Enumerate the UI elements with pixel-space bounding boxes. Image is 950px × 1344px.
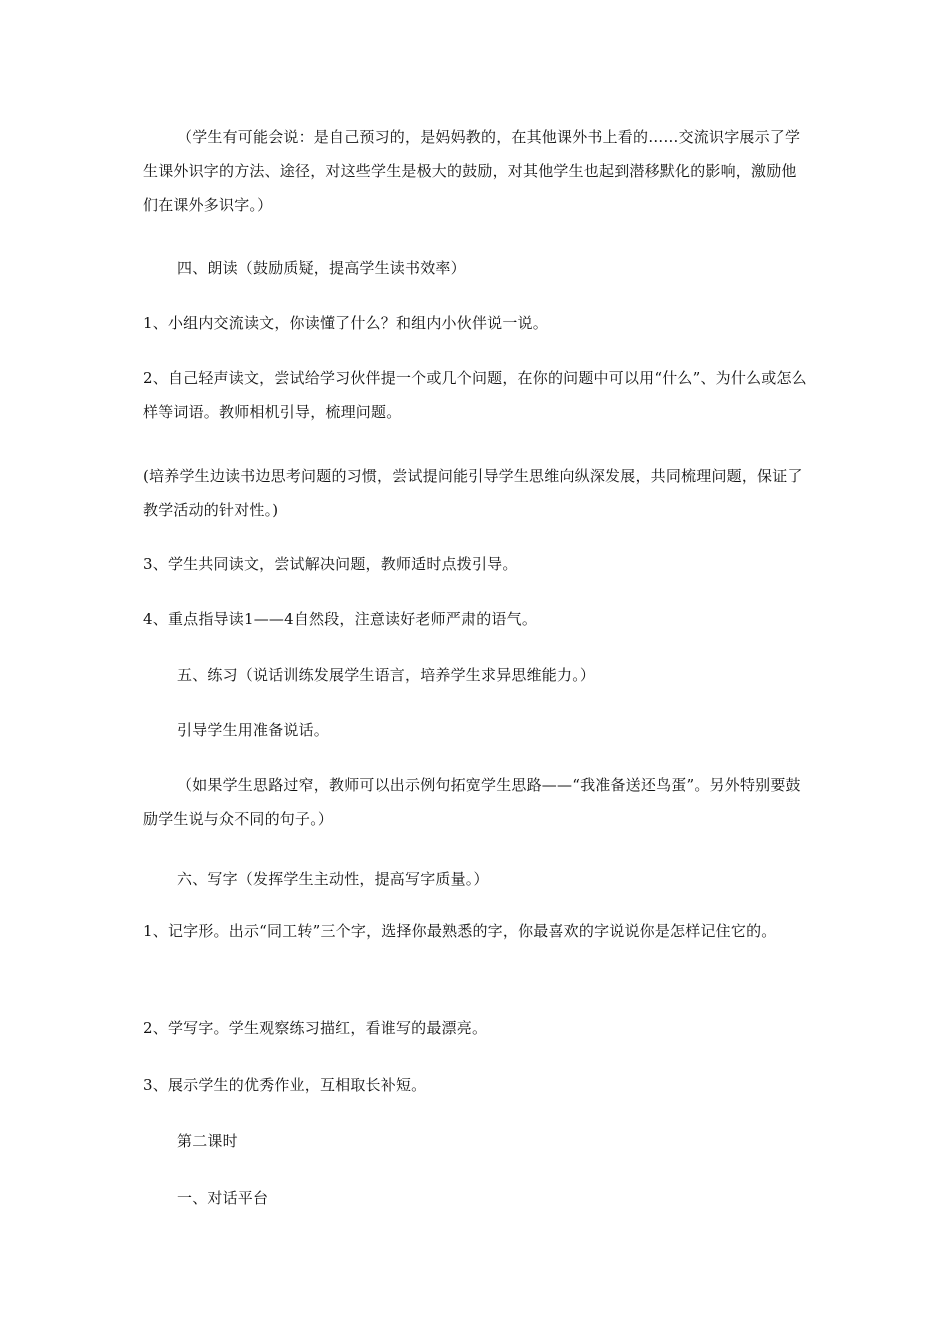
- list-item-reading-4: 4、重点指导读1——4自然段，注意读好老师严肃的语气。: [143, 610, 538, 628]
- heading-second-lesson: 第二课时: [177, 1132, 238, 1150]
- list-item-reading-1: 1、小组内交流读文，你读懂了什么？和组内小伙伴说一说。: [143, 314, 548, 332]
- heading-writing: 六、写字（发挥学生主动性，提高写字质量。）: [177, 870, 489, 888]
- list-item-writing-1: 1、记字形。出示“同工转”三个字，选择你最熟悉的字，你最喜欢的字说说你是怎样记住它的。: [143, 922, 777, 940]
- heading-practice: 五、练习（说话训练发展学生语言，培养学生求异思维能力。）: [177, 666, 596, 684]
- list-item-writing-2: 2、学写字。学生观察练习描红，看谁写的最漂亮。: [143, 1019, 488, 1037]
- paragraph-practice-note: （如果学生思路过窄，教师可以出示例句拓宽学生思路——“我准备送还鸟蛋”。另外特别要鼓励学生说与众不同的句子。）: [143, 776, 801, 828]
- paragraph-student-literacy-note: （学生有可能会说：是自己预习的，是妈妈教的，在其他课外书上看的……交流识字展示了学生课外识字的方法、途径，对这些学生是极大的鼓励，对其他学生也起到潜移默化的影响，激励他们在课外多识字。）: [143, 128, 801, 214]
- list-item-reading-3: 3、学生共同读文，尝试解决问题，教师适时点拨引导。: [143, 555, 518, 573]
- list-item-writing-3: 3、展示学生的优秀作业，互相取长补短。: [143, 1076, 427, 1094]
- list-item-reading-2: 2、自己轻声读文，尝试给学习伙伴提一个或几个问题，在你的问题中可以用“什么”、为什么或怎么样等词语。教师相机引导，梳理问题。: [143, 369, 807, 421]
- heading-reading: 四、朗读（鼓励质疑，提高学生读书效率）: [177, 259, 466, 277]
- heading-dialogue-platform: 一、对话平台: [177, 1189, 269, 1207]
- paragraph-reading-note: (培养学生边读书边思考问题的习惯，尝试提问能引导学生思维向纵深发展，共同梳理问题，保证了教学活动的针对性。): [143, 467, 803, 519]
- paragraph-practice-guide: 引导学生用准备说话。: [177, 721, 330, 739]
